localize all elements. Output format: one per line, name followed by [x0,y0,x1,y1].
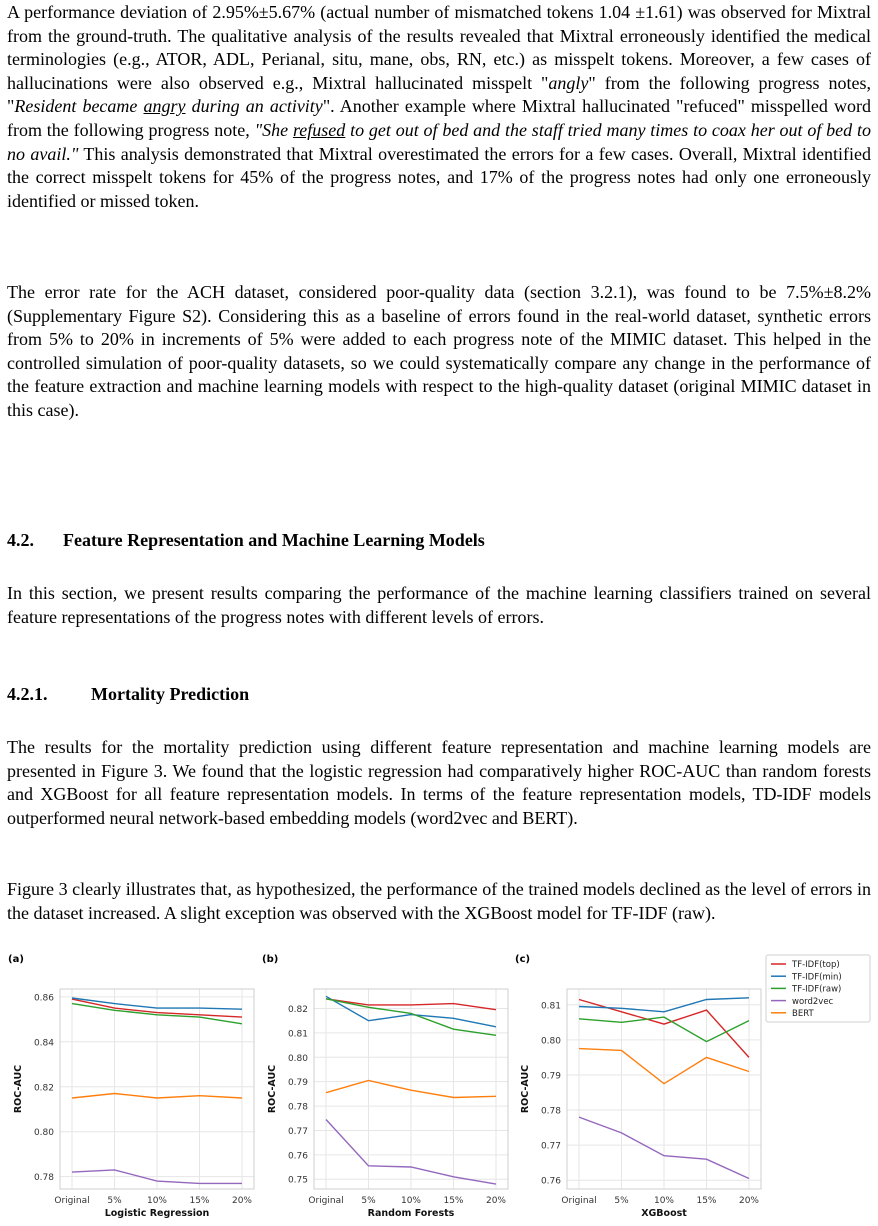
text-span: ". Another example where Mixtral hallucinated "refuced" misspelled word from the following progress note, [7,96,871,140]
panel-label: (b) [262,954,279,965]
y-tick-label: 0.78 [287,1102,308,1113]
paragraph-ach-error-rate: The error rate for the ACH dataset, considered poor-quality data (section 3.2.1), was found to be 7.5%±8.2% (Supplementary Figure S2). Considering this as a baseline of errors found in the real-world dataset, synthetic errors from 5% to 20% in increments of 5% were added to each progress note of the MIMIC dataset. This helped in the controlled simulation of poor-quality datasets, so we could systematically compare any change in the performance of the feature extraction and machine learning models with respect to the high-quality dataset (original MIMIC dataset in this case). [7,282,871,420]
y-tick-label: 0.80 [540,1036,561,1047]
y-tick-label: 0.81 [287,1029,308,1040]
x-tick-label: Original [561,1196,597,1206]
y-tick-label: 0.75 [287,1175,308,1186]
x-tick-label: 20% [231,1196,253,1206]
x-tick-label: 10% [653,1196,675,1206]
underlined-word: angry [143,96,186,117]
y-tick-label: 0.77 [540,1141,561,1152]
legend-label: TF-IDF(min) [792,972,842,983]
x-tick-label: 5% [107,1196,122,1206]
y-axis-title: ROC-AUC [267,1064,278,1114]
chart-svg [511,951,878,1221]
legend-label: BERT [792,1009,814,1019]
quoted-note: "She [254,119,293,140]
section-number: 4.2. [7,530,34,550]
chart-svg [4,951,264,1221]
y-tick-label: 0.78 [540,1106,561,1117]
subsection-title: Mortality Prediction [91,684,250,704]
chart-logistic-regression [4,951,264,1221]
section-heading [7,530,485,551]
x-axis-title: Random Forests [367,1208,455,1219]
legend-label: TF-IDF(top) [792,960,840,971]
text-span: A performance deviation of 2.95%±5.67% (actual number of mismatched tokens 1.04 ±1.61) was observed for Mixtral from the ground-truth. The qualitative analysis of the results revealed that Mixtral erroneously identified the medical terminologies (e.g., ATOR, ADL, Perianal, situ, mane, obs, RN, etc.) as misspelt tokens. Moreover, a few cases of hallucinations were also observed e.g., Mixtral hallucinated misspelt " [7,2,871,93]
section-title: Feature Representation and Machine Learning Models [63,530,485,550]
y-tick-label: 0.80 [287,1053,308,1064]
x-tick-label: Original [54,1196,90,1206]
x-tick-label: 10% [400,1196,422,1206]
text-span: This analysis demonstrated that Mixtral overestimated the errors for a few cases. Overall, Mixtral identified the correct misspelt tokens for 45% of the progress notes, and 17% of the progress notes had only one erroneously identified or missed token. [7,143,871,211]
y-axis-title: ROC-AUC [13,1064,24,1114]
x-tick-label: Original [308,1196,344,1206]
y-tick-label: 0.79 [287,1078,308,1089]
x-tick-label: 5% [361,1196,376,1206]
legend-label: TF-IDF(raw) [792,984,842,995]
legend-label: word2vec [792,996,834,1007]
y-tick-label: 0.82 [33,1083,54,1094]
subsection-heading [7,684,249,705]
paragraph-mixtral-analysis [7,1,871,213]
underlined-word: refused [292,119,346,140]
chart-xgboost [511,951,878,1221]
y-tick-label: 0.86 [33,993,54,1004]
x-tick-label: 20% [738,1196,760,1206]
quoted-note: to get out of bed and the staff tried many times to coax her out of bed to no avail." [7,119,871,164]
x-tick-label: 15% [443,1196,464,1206]
x-tick-label: 10% [146,1196,168,1206]
chart-svg [258,951,518,1221]
text-span: " from the following progress notes, " [7,72,871,117]
y-tick-label: 0.82 [287,1005,308,1016]
y-tick-label: 0.81 [540,1001,561,1012]
paragraph-figure3-summary: Figure 3 clearly illustrates that, as hypothesized, the performance of the trained models declined as the level of errors in the dataset increased. A slight exception was observed with the XGBoost model for TF-IDF (raw). [7,879,871,923]
y-tick-label: 0.80 [33,1128,54,1139]
quoted-note: during an activity [185,96,323,117]
y-tick-label: 0.76 [287,1151,308,1162]
panel-label: (a) [8,954,24,965]
y-tick-label: 0.76 [540,1176,561,1187]
quoted-note: Resident became [14,96,144,117]
y-tick-label: 0.79 [540,1071,561,1082]
subsection-number: 4.2.1. [7,684,48,704]
x-axis-title: XGBoost [641,1208,687,1219]
y-axis-title: ROC-AUC [520,1064,531,1114]
x-axis-title: Logistic Regression [104,1208,210,1219]
x-tick-label: 15% [696,1196,717,1206]
y-tick-label: 0.77 [287,1126,308,1137]
paragraph-mortality-results: The results for the mortality prediction using different feature representation and machine learning models are presented in Figure 3. We found that the logistic regression had comparatively higher ROC-AUC than random forests and XGBoost for all feature representation models. In terms of the feature representation models, TD-IDF models outperformed neural network-based embedding models (word2vec and BERT). [7,737,871,828]
x-tick-label: 5% [614,1196,629,1206]
panel-label: (c) [515,954,531,965]
x-tick-label: 20% [485,1196,507,1206]
paragraph-section-intro: In this section, we present results comparing the performance of the machine learning classifiers trained on several feature representations of the progress notes with different levels of errors. [7,583,871,627]
y-tick-label: 0.84 [33,1038,54,1049]
y-tick-label: 0.78 [33,1173,54,1184]
x-tick-label: 15% [189,1196,210,1206]
quoted-word: angly [548,72,589,93]
chart-random-forests [258,951,518,1221]
